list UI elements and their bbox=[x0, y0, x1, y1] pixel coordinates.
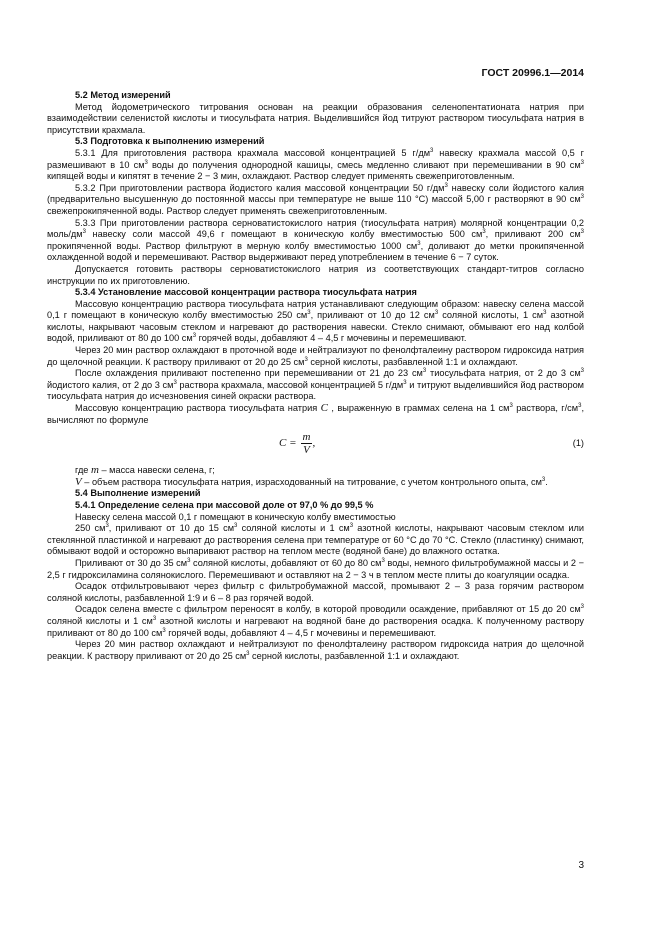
text-run: азотной кислоты, накрывают часовым стеклом или стеклянной пластинкой и нагревают до растворения селена при температуре от 60 °С до 70 °С. Стекло (пластинку) снимают, обмывают водой и осторожно выпаривают раствор на теплом месте (водяной бане) до влажного остатка. bbox=[47, 523, 584, 557]
text-run: раствора, г/см bbox=[512, 403, 579, 414]
superscript: 3 bbox=[444, 182, 448, 189]
superscript: 3 bbox=[580, 159, 584, 166]
superscript: 3 bbox=[234, 523, 238, 530]
superscript: 3 bbox=[307, 310, 311, 317]
superscript: 3 bbox=[580, 604, 584, 611]
text-run: 5.3.3 При приготовлении раствора серноватистокислого натрия (тиосульфата натрия) молярной концентрации 0,2 моль/дм bbox=[47, 217, 584, 240]
text-run: прокипяченной воды. Раствор фильтруют в мерную колбу вместимостью 1000 см bbox=[47, 240, 418, 251]
document-body bbox=[47, 90, 584, 662]
text-run: соляной кислоты, 1 см bbox=[438, 310, 544, 321]
superscript: 3 bbox=[580, 194, 584, 201]
formula-expression bbox=[279, 431, 315, 456]
paragraph bbox=[47, 299, 584, 345]
page-number: 3 bbox=[578, 860, 584, 871]
text-run: – объем раствора тиосульфата натрия, израсходованный на титрование, с учетом контрольного опыта, см bbox=[81, 476, 542, 487]
text-run: 5.3.2 При приготовлении раствора йодистого калия массовой концентрации 50 г/дм bbox=[75, 182, 445, 193]
superscript: 3 bbox=[434, 310, 439, 317]
formula-number: (1) bbox=[572, 438, 584, 449]
paragraph bbox=[47, 639, 584, 662]
text-run: Допускается готовить растворы серноватистокислого натрия из соответствующих стандарт-титров согласно инструкции по их приготовлению. bbox=[47, 263, 584, 286]
superscript: 3 bbox=[541, 476, 546, 483]
superscript: 3 bbox=[422, 368, 427, 375]
superscript: 3 bbox=[578, 403, 582, 410]
superscript: 3 bbox=[187, 557, 191, 564]
section-heading bbox=[47, 488, 584, 500]
text-run: соляной кислоты, добавляют от 60 до 80 см bbox=[190, 557, 382, 568]
text-run: Осадок отфильтровывают через фильтр с фильтробумажной массой, промывают 2 – 3 раза горячим раствором соляной кислоты, разбавленной 1:9 и 6 – 8 раз горячей водой. bbox=[47, 581, 584, 603]
text-run: Навеску селена массой 0,1 г помещают в коническую колбу вместимостью bbox=[75, 511, 396, 522]
text-run: Через 20 мин раствор охлаждают в проточной воде и нейтрализуют по фенолфталеину раствором гидроксида натрия до щелочной реакции. К раствору приливают от 20 до 25 см bbox=[47, 345, 584, 367]
text-run: серной кислоты, разбавленной 1:1 и охлаждают. bbox=[249, 650, 460, 661]
text-run: – масса навески селена, г; bbox=[98, 465, 215, 476]
text-run: азотной кислоты и нагревают на водяной бане до растворения осадка. К полученному раствору приливают от 80 до 100 см bbox=[47, 615, 585, 638]
superscript: 3 bbox=[173, 379, 177, 386]
section-heading bbox=[47, 136, 584, 148]
superscript: 3 bbox=[482, 229, 486, 236]
paragraph bbox=[47, 368, 584, 403]
section-heading bbox=[47, 500, 584, 512]
text-run: 5.3.1 Для приготовления раствора крахмала массовой концентрацией 5 г/дм bbox=[75, 147, 431, 158]
text-run: Метод йодометрического титрования основан на реакции образования селенопентатионата натрия при взаимодействии селенистой кислоты и тиосульфата натрия. Выделившийся йод титруют раствором тиосульфата натрия в присутствии крахмала. bbox=[47, 101, 584, 135]
paragraph bbox=[47, 558, 584, 581]
text-run: 5.4.1 Определение селена при массовой доле от 97,0 % до 99,5 % bbox=[75, 500, 374, 510]
text-run: йодистого калия, от 2 до 3 см bbox=[47, 379, 174, 390]
text-run: 5.2 Метод измерений bbox=[75, 90, 171, 100]
paragraph bbox=[47, 148, 584, 183]
text-run: Массовую концентрацию раствора тиосульфата натрия устанавливают следующим образом: навеску селена массой 0,1 г помещают в коническую колбу вместимостью 250 см bbox=[47, 298, 584, 321]
paragraph bbox=[47, 345, 584, 368]
superscript: 3 bbox=[192, 333, 197, 340]
paragraph bbox=[47, 512, 584, 524]
superscript: 3 bbox=[580, 368, 584, 375]
paragraph bbox=[47, 604, 584, 639]
text-run: , приливают 200 см bbox=[485, 229, 581, 240]
superscript: 3 bbox=[246, 650, 250, 657]
text-run: свежепрокипяченной воды. Раствор следует применять свежеприготовленным. bbox=[47, 205, 388, 216]
text-run: тиосульфата натрия, от 2 до 3 см bbox=[426, 368, 581, 379]
text-run: , доливают до метки прокипяченной охлажденной водой и перемешивают. Раствор выдерживают перед употреблением в течение 6 − 7 суток. bbox=[47, 240, 584, 263]
text-run: Через 20 мин раствор охлаждают и нейтрализуют по фенолфталеину раствором гидроксида натрия до щелочной реакции. К раствору приливают от 20 до 25 см bbox=[47, 639, 584, 661]
text-run: горячей воды, добавляют 4 – 4,5 г мочевины и перемешивают. bbox=[165, 627, 437, 638]
superscript: 3 bbox=[82, 229, 86, 236]
text-run: 5.3.4 Установление массовой концентрации раствора тиосульфата натрия bbox=[75, 287, 417, 298]
text-run: Осадок селена вместе с фильтром переносят в колбу, в которой проводили осаждение, прибавляют от 15 до 20 см bbox=[75, 604, 581, 615]
formula-block bbox=[47, 429, 584, 459]
superscript: 3 bbox=[509, 403, 513, 410]
formula-tail: , bbox=[312, 436, 316, 449]
formula-fraction bbox=[301, 431, 316, 457]
paragraph bbox=[47, 102, 584, 137]
superscript: 3 bbox=[162, 627, 166, 634]
paragraph bbox=[47, 477, 584, 489]
formula-lhs: C = bbox=[279, 436, 297, 449]
superscript: 3 bbox=[403, 379, 407, 386]
text-run: кипящей воды и кипятят в течение 2 − 3 мин, охлаждают. Раствор следует применять свежеприготовленным. bbox=[47, 171, 515, 182]
superscript: 3 bbox=[430, 147, 434, 154]
text-run: серной кислоты, разбавленной 1:1 и охлаждают. bbox=[307, 356, 518, 367]
text-run: . bbox=[545, 476, 548, 487]
paragraph bbox=[47, 218, 584, 264]
section-heading bbox=[47, 90, 584, 102]
math-variable: V bbox=[75, 475, 82, 488]
paragraph bbox=[47, 403, 584, 426]
formula-denominator: V bbox=[303, 444, 310, 457]
superscript: 3 bbox=[304, 356, 308, 363]
math-variable: m bbox=[90, 464, 99, 477]
text-run: , приливают от 10 до 12 см bbox=[310, 310, 435, 321]
paragraph bbox=[47, 523, 584, 558]
text-run: воды, немного фильтробумажной массы и 2 − 2,5 г гидроксиламина солянокислого. Перемешивают и оставляют на 2 − 3 ч в теплом месте плиты до коагуляции осадка. bbox=[47, 557, 584, 580]
text-run: Приливают от 30 до 35 см bbox=[75, 557, 188, 568]
text-run: и титруют выделившийся йод раствором тиосульфата натрия до исчезновения синей окраски раствора. bbox=[47, 379, 584, 402]
text-run: , приливают от 10 до 15 см bbox=[108, 523, 235, 534]
text-run: 5.3 Подготовка к выполнению измерений bbox=[75, 136, 265, 147]
text-run: После охлаждения приливают постепенно при перемешивании от 21 до 23 см bbox=[75, 368, 423, 379]
text-run: раствора крахмала, массовой концентрацией 5 г/дм bbox=[176, 379, 404, 390]
superscript: 3 bbox=[349, 523, 354, 530]
paragraph bbox=[47, 465, 584, 477]
text-run: соляной кислоты и 1 см bbox=[47, 615, 153, 626]
text-run: где bbox=[75, 465, 91, 476]
text-run: 250 см bbox=[75, 523, 106, 534]
superscript: 3 bbox=[543, 310, 547, 317]
text-run: воды до получения однородной кашицы, смесь медленно сливают при перемешивании в 90 см bbox=[147, 159, 581, 170]
superscript: 3 bbox=[105, 523, 109, 530]
paragraph bbox=[47, 581, 584, 604]
text-run: Массовую концентрацию раствора тиосульфата натрия bbox=[75, 403, 321, 414]
paragraph bbox=[47, 264, 584, 287]
text-run: навеску соли массой 49,6 г помещают в коническую колбу вместимостью 500 см bbox=[85, 229, 483, 240]
text-run: соляной кислоты и 1 см bbox=[237, 523, 350, 534]
superscript: 3 bbox=[152, 615, 157, 622]
math-variable: C bbox=[320, 402, 328, 415]
text-run: навеску крахмала массой 0,5 г размешивают в 10 см bbox=[47, 147, 584, 170]
section-heading bbox=[47, 287, 584, 299]
text-run: горячей воды, добавляют 4 – 4,5 г мочевины и перемешивают. bbox=[196, 333, 467, 344]
text-run: , выраженную в граммах селена на 1 см bbox=[327, 403, 510, 414]
document-page bbox=[47, 0, 584, 936]
text-run: азотной кислоты, накрывают часовым стеклом и нагревают до растворения навески. Стекло снимают, обмывают его над колбой водой, приливают от 80 до 100 см bbox=[47, 310, 585, 344]
superscript: 3 bbox=[144, 159, 148, 166]
superscript: 3 bbox=[580, 229, 584, 236]
superscript: 3 bbox=[417, 240, 421, 247]
text-run: 5.4 Выполнение измерений bbox=[75, 488, 201, 499]
standard-header: ГОСТ 20996.1—2014 bbox=[481, 67, 584, 79]
superscript: 3 bbox=[381, 557, 385, 564]
text-run: , вычисляют по формуле bbox=[47, 403, 584, 425]
text-run: навеску соли йодистого калия (предварительно высушенную до постоянной массы при температуре не выше 110 °С) массой 5,00 г растворяют в 90 см bbox=[47, 182, 584, 205]
paragraph bbox=[47, 183, 584, 218]
formula-numerator: m bbox=[302, 431, 311, 444]
